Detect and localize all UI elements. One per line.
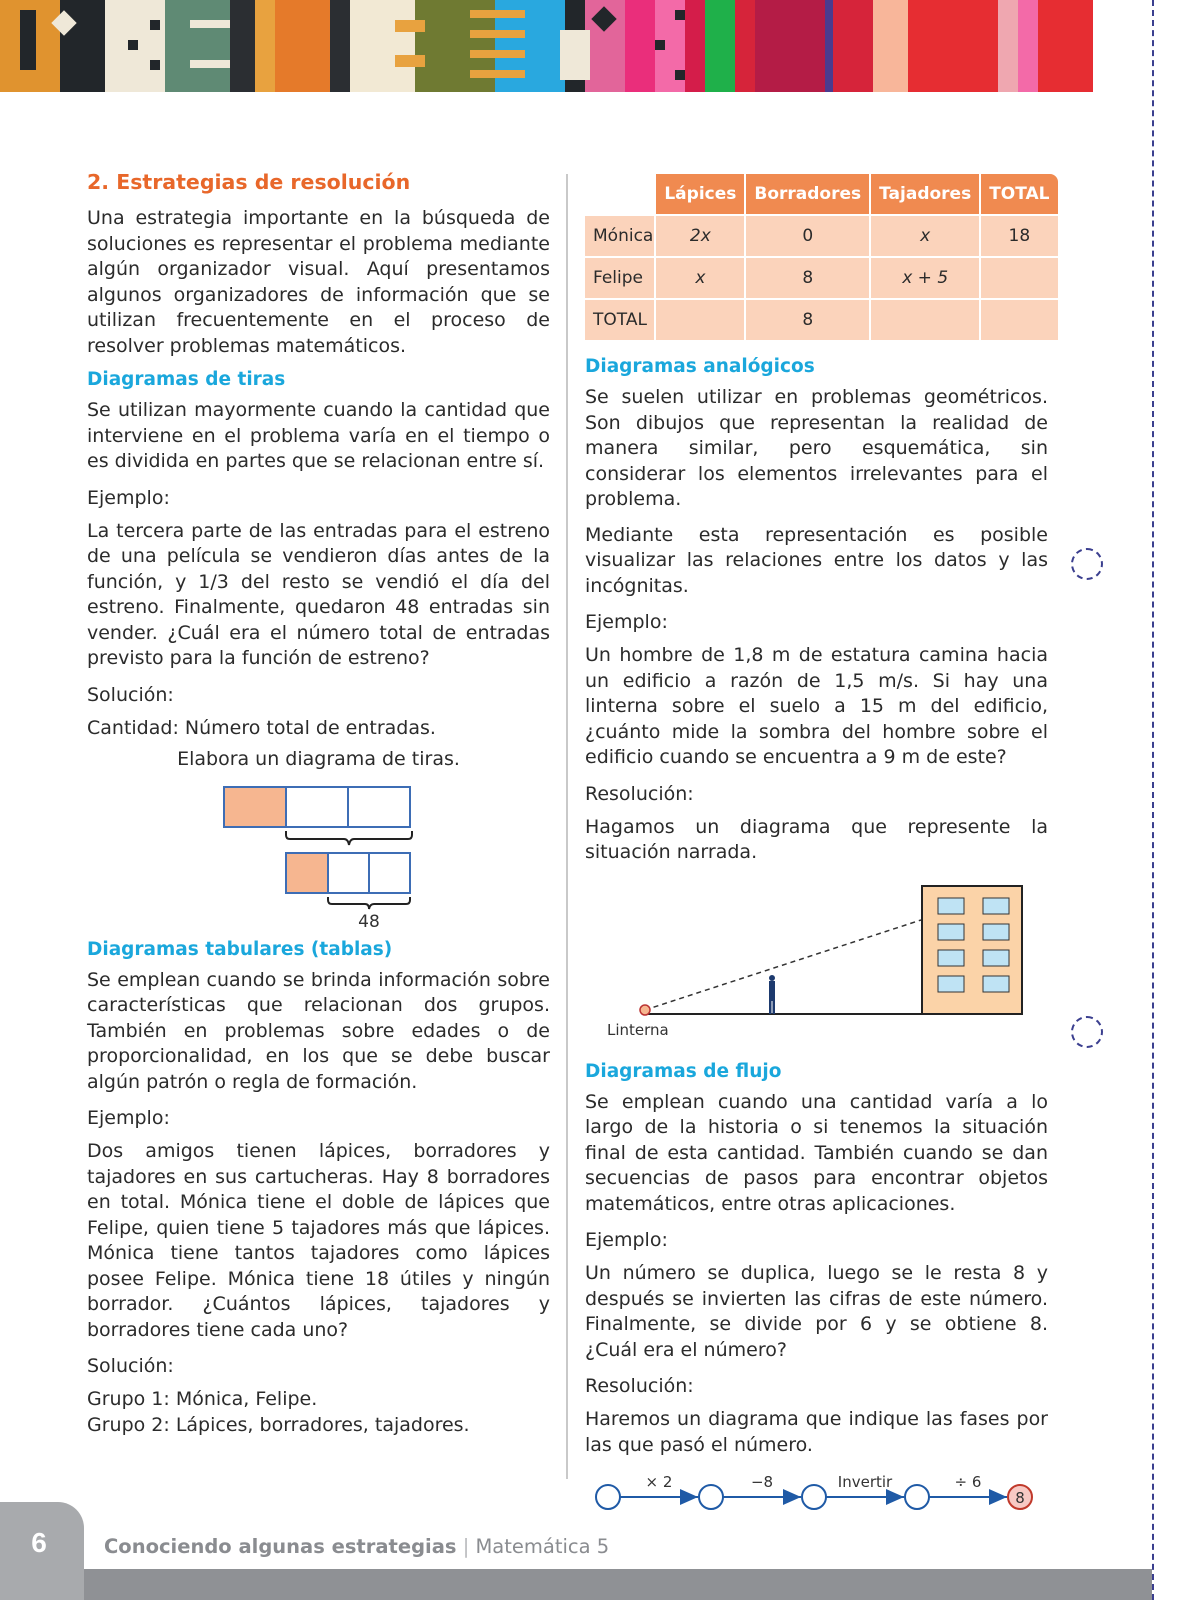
table-row-header: Mónica	[585, 216, 654, 256]
banner-motifs	[0, 0, 1193, 92]
table-cell	[871, 300, 979, 340]
table-header-cell: Borradores	[746, 174, 869, 214]
tiras-description: Se utilizan mayormente cuando la cantidad que interviene en el problema varía en el tiempo o es dividida en partes que se relacionan entre sí.	[87, 399, 550, 472]
flow-node	[699, 1485, 723, 1509]
tiras-quantity: Cantidad: Número total de entradas.	[87, 716, 436, 739]
flow-step-label: × 2	[645, 1473, 673, 1491]
table-header-cell: Lápices	[656, 174, 744, 214]
flow-node	[905, 1485, 929, 1509]
analogicos-description-1: Se suelen utilizar en problemas geométricos. Son dibujos que representan la realidad de manera similar, pero esquemática, sin considerar los elementos irrelevantes para el problema.	[585, 386, 1048, 510]
table-row	[585, 216, 1058, 256]
analogicos-example-label: Ejemplo:	[585, 611, 668, 633]
footer-title	[104, 1535, 609, 1558]
table-cell	[981, 300, 1057, 340]
table-cell: x	[656, 258, 744, 298]
punch-hole-icon	[1071, 1016, 1103, 1048]
table-cell: 2x	[656, 216, 744, 256]
flujo-example-label: Ejemplo:	[585, 1229, 668, 1251]
building-icon	[922, 886, 1022, 1014]
table-cell: x	[871, 216, 979, 256]
analog-diagram	[585, 876, 1048, 1041]
column-divider	[566, 174, 568, 1479]
table-header-cell: TOTAL	[981, 174, 1057, 214]
table-row	[585, 300, 1058, 340]
right-column	[585, 172, 1048, 1514]
flow-step-label: −8	[750, 1473, 774, 1491]
flujo-description: Se emplean cuando una cantidad varía a lo largo de la historia o si tenemos la situación final de esta cantidad. También cuando se dan secuencias de pasos para encontrar objetos matemáticos, entre otras aplicaciones.	[585, 1090, 1048, 1215]
tiras-instruction: Elabora un diagrama de tiras.	[177, 748, 460, 770]
group-2: Grupo 2: Lápices, borradores, tajadores.	[87, 1413, 470, 1436]
flujo-heading: Diagramas de flujo	[585, 1060, 782, 1082]
table-cell: 8	[746, 300, 869, 340]
table-cell: 8	[746, 258, 869, 298]
analogicos-description-2: Mediante esta representación es posible visualizar las relaciones entre los datos y las incógnitas.	[585, 523, 1048, 597]
flow-final-value: 8	[1015, 1489, 1025, 1507]
man-icon	[769, 975, 775, 1014]
tabulares-solution-label: Solución:	[87, 1355, 174, 1377]
flow-node	[802, 1485, 826, 1509]
table-row-header: TOTAL	[585, 300, 654, 340]
flujo-resolution-label: Resolución:	[585, 1375, 694, 1397]
tabulares-heading: Diagramas tabulares (tablas)	[87, 938, 393, 960]
flujo-example: Un número se duplica, luego se le resta 8 y después se invierten las cifras de este número. Finalmente, se divide por 6 y se obtiene 8. ¿Cuál era el número?	[585, 1262, 1048, 1361]
flow-step-label: Invertir	[837, 1473, 893, 1491]
table-row	[585, 258, 1058, 298]
left-column	[87, 168, 550, 1438]
data-table	[583, 172, 1060, 342]
tiras-heading: Diagramas de tiras	[87, 369, 286, 390]
tabulares-example-label: Ejemplo:	[87, 1107, 170, 1129]
table-cell	[981, 258, 1057, 298]
table-cell: 0	[746, 216, 869, 256]
flow-diagram	[585, 1468, 1048, 1514]
footer-subject: Matemática 5	[475, 1535, 610, 1558]
tiras-solution-label: Solución:	[87, 683, 174, 706]
tiras-example: La tercera parte de las entradas para el estreno de una película se vendieron días antes de la función, y 1/3 del resto se vendió el día del estreno. Finalmente, quedaron 48 entradas sin vender. ¿Cuál era el número total de entradas previsto para la función de estreno?	[87, 519, 550, 669]
strip-value-label: 48	[358, 911, 380, 932]
footer-separator: |	[462, 1535, 470, 1558]
tabulares-example: Dos amigos tienen lápices, borradores y tajadores en sus cartucheras. Hay 8 borradores en total. Mónica tiene el doble de lápices que Felipe, quien tiene 5 tajadores más que lápices. Mónica tiene tantos tajadores como lápices posee Felipe. Mónica tiene 18 útiles y ningún borrador. ¿Cuántos lápices, tajadores y borradores tiene cada uno?	[87, 1140, 550, 1341]
punch-hole-icon	[1071, 548, 1103, 580]
lamp-label: Linterna	[607, 1020, 669, 1039]
footer-bar	[0, 1569, 1152, 1600]
table-cell: 18	[981, 216, 1057, 256]
analogicos-example: Un hombre de 1,8 m de estatura camina hacia un edificio a razón de 1,5 m/s. Si hay una linterna sobre el suelo a 15 m del edificio, ¿cuánto mide la sombra del hombre sobre el edificio cuando se encuentra a 9 m de este?	[585, 644, 1048, 768]
page-number: 6	[31, 1527, 47, 1558]
table-cell: x + 5	[871, 258, 979, 298]
flujo-resolution: Haremos un diagrama que indique las fases por las que pasó el número.	[585, 1408, 1048, 1456]
analogicos-resolution: Hagamos un diagrama que represente la situación narrada.	[585, 815, 1048, 863]
group-1: Grupo 1: Mónica, Felipe.	[87, 1388, 318, 1410]
table-row-header: Felipe	[585, 258, 654, 298]
footer-book-title: Conociendo algunas estrategias	[104, 1535, 457, 1558]
analogicos-heading: Diagramas analógicos	[585, 356, 815, 377]
intro-paragraph: Una estrategia importante en la búsqueda de soluciones es representar el problema mediante algún organizador visual. Aquí presentamos algunos organizadores de información que se utilizan frecuentemente en el proceso de resolver problemas matemáticos.	[87, 207, 550, 357]
flow-step-label: ÷ 6	[954, 1473, 982, 1491]
cut-line	[1152, 0, 1154, 1600]
tiras-example-label: Ejemplo:	[87, 486, 170, 509]
table-header-row	[585, 174, 1058, 214]
lamp-icon	[640, 1005, 650, 1015]
tabulares-description: Se emplean cuando se brinda información sobre características que relacionan dos grupos. También en problemas sobre edades o de proporcionalidad, en los que se debe buscar algún patrón o regla de formación.	[87, 968, 550, 1093]
table-cell	[656, 300, 744, 340]
strip-diagram	[87, 785, 550, 935]
table-header-cell: Tajadores	[871, 174, 979, 214]
flow-node	[596, 1485, 620, 1509]
analogicos-resolution-label: Resolución:	[585, 782, 694, 805]
section-title: 2. Estrategias de resolución	[87, 170, 411, 194]
